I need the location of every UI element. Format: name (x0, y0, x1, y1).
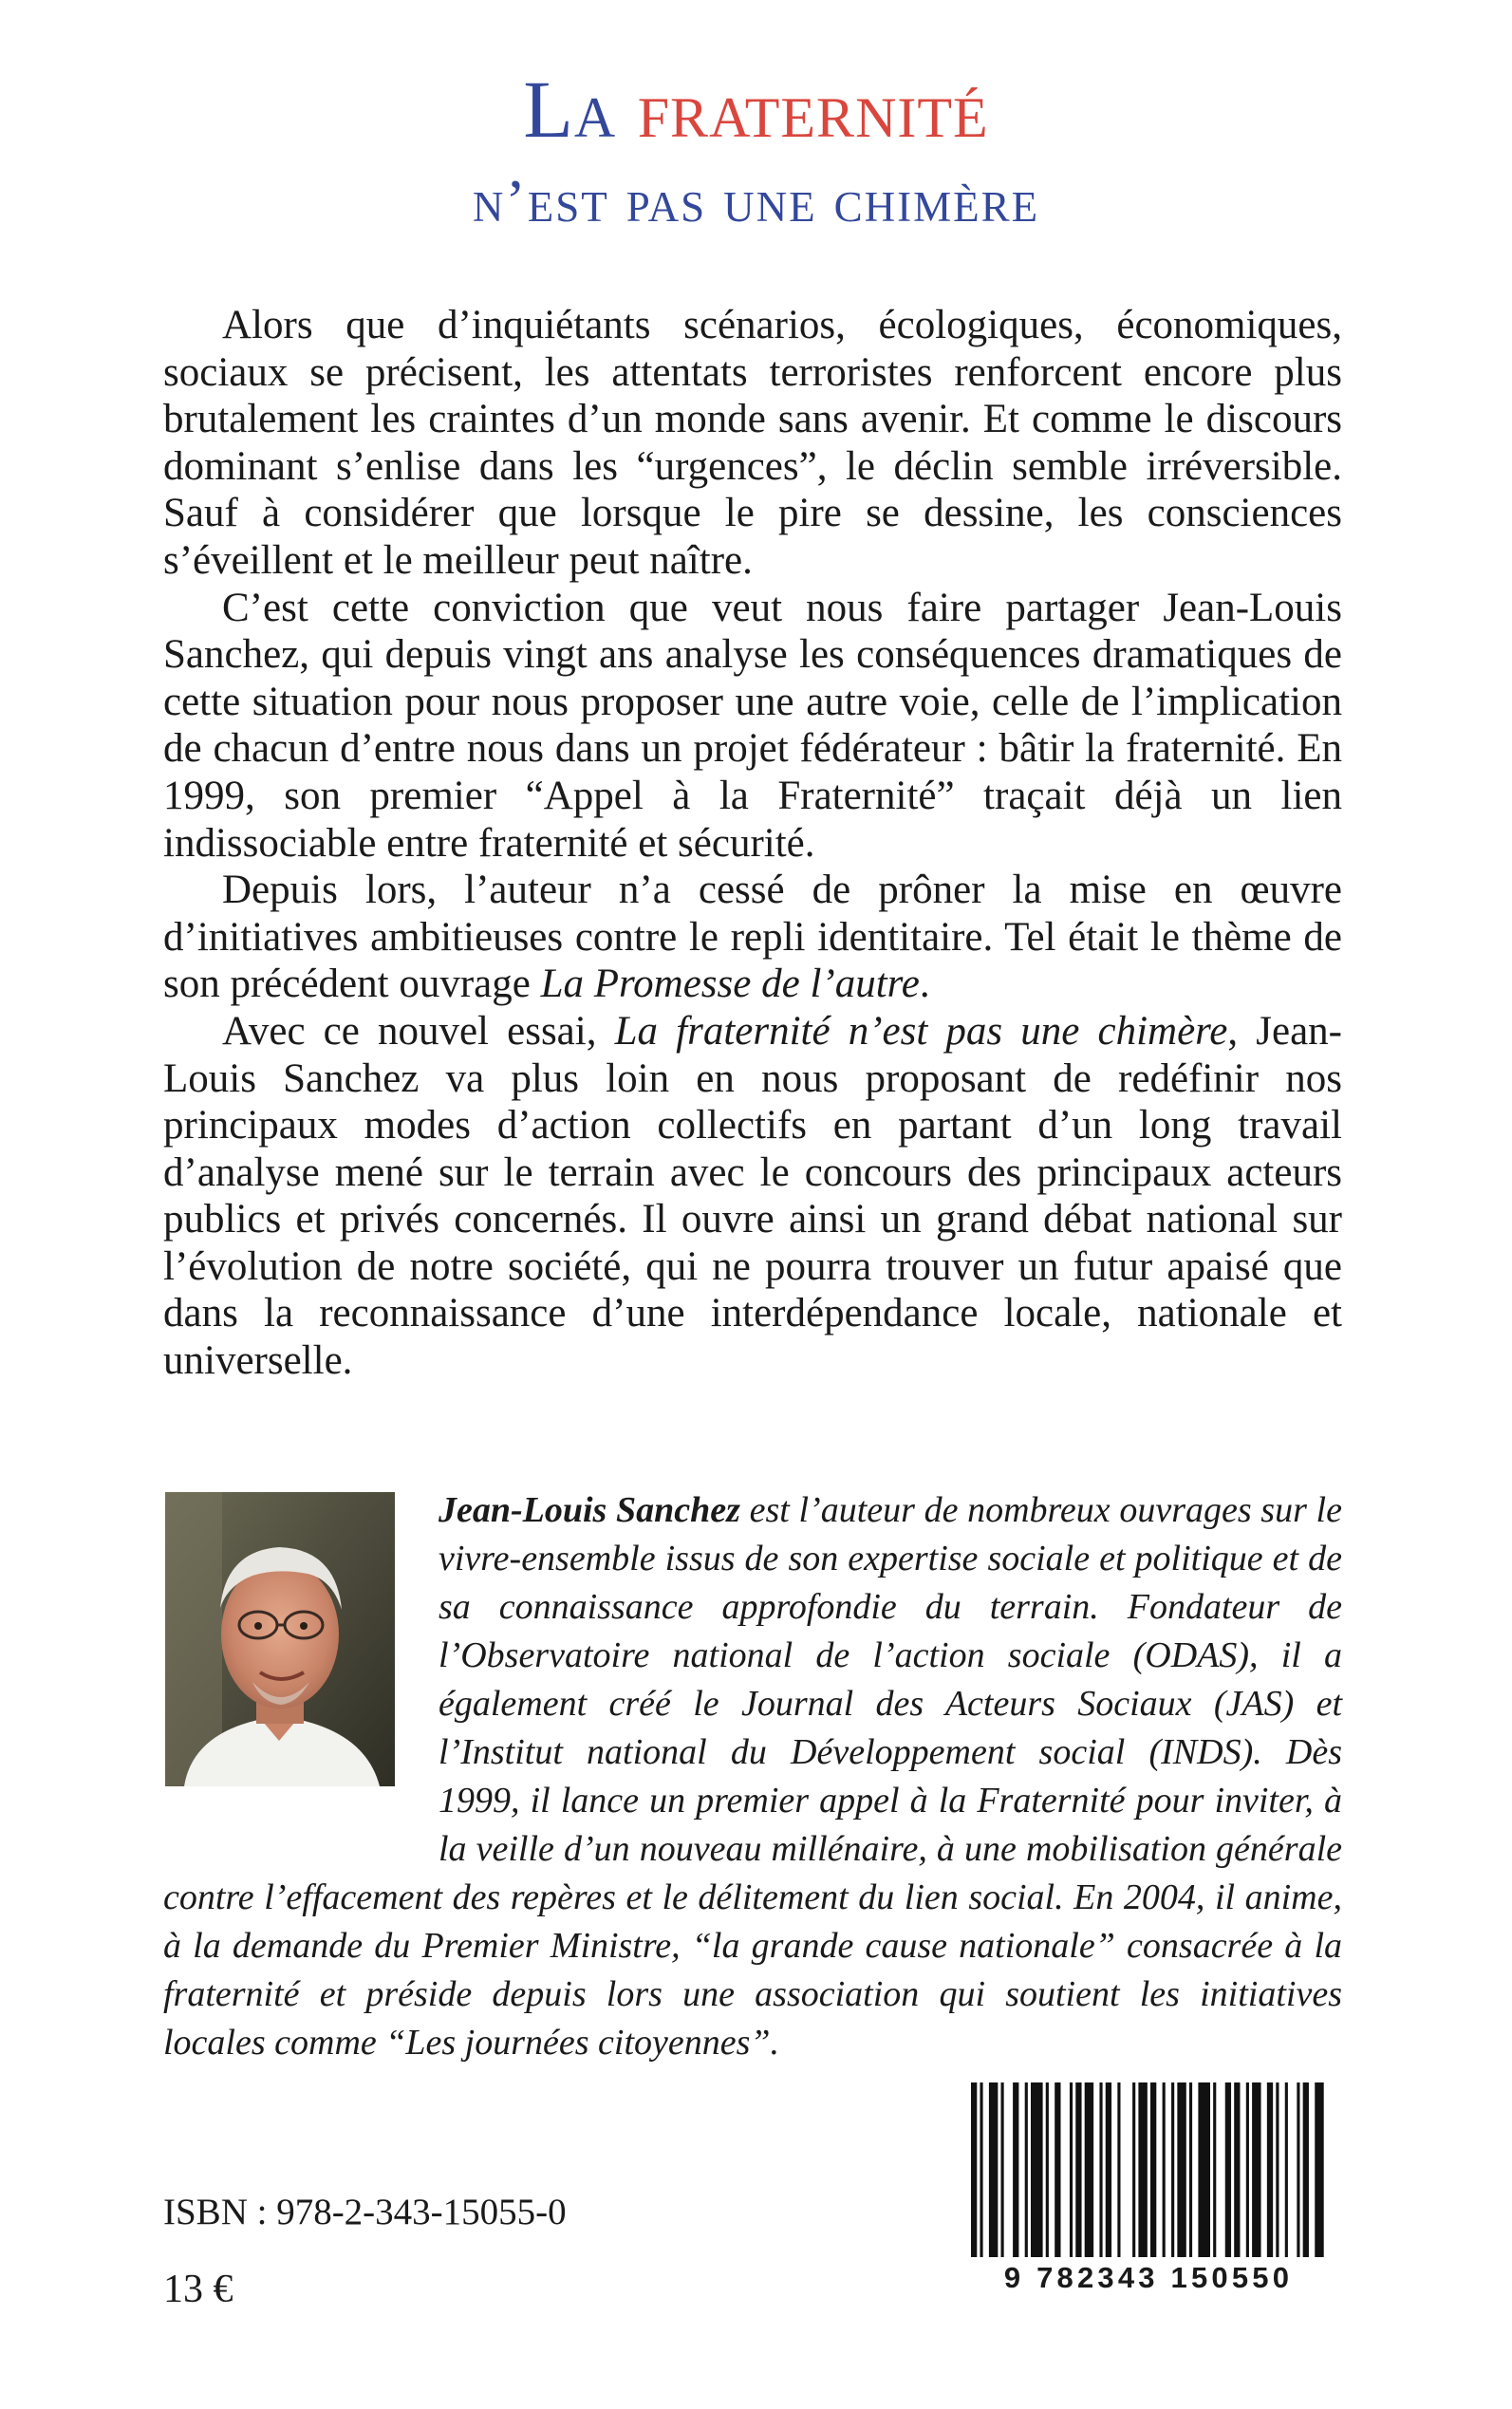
barcode-bar (1213, 2082, 1216, 2257)
barcode-bar (980, 2082, 982, 2257)
barcode-bar (1085, 2082, 1093, 2257)
barcode-bar (1001, 2082, 1004, 2257)
blurb-paragraph-3 (163, 867, 1342, 1008)
author-bio (163, 1486, 1342, 2067)
barcode-bar (1150, 2082, 1156, 2257)
price: 13 € (163, 2268, 233, 2311)
barcode-bar (1075, 2082, 1081, 2257)
blurb-paragraph-1: Alors que d’inquiétants scénarios, écologiques, économiques, sociaux se précisent, les attentats terroristes renforcent encore plus brutalement les craintes d’un monde sans avenir. Et comme le discours dominant s’enlise dans les “urgences”, le déclin semble irréversible. Sauf à considérer que lorsque le pire se dessine, les consciences s’éveillent et le meilleur peut naître. (163, 303, 1342, 583)
barcode-bar (1013, 2082, 1018, 2257)
author-name: Jean-Louis Sanchez (439, 1490, 740, 1530)
blurb-p3-text: Depuis lors, l’auteur n’a cessé de prôner la mise en œuvre d’initiatives ambitieuses contre le repli identitaire. Tel était le thème de son précédent ouvrage (163, 868, 1342, 1007)
barcode-bar (1163, 2082, 1166, 2257)
previous-book-title: La Promesse de l’autre (540, 962, 920, 1007)
title-line-2: n’est pas une chimère (472, 167, 1040, 234)
barcode-bar (1055, 2082, 1060, 2257)
photo-spacer (163, 1486, 439, 1830)
barcode-bar (1225, 2082, 1231, 2257)
blurb-p3-end: . (919, 962, 930, 1007)
barcode-bar (1070, 2082, 1073, 2257)
barcode-bar (1025, 2082, 1028, 2257)
barcode-bar (1099, 2082, 1102, 2257)
barcode-bar (1285, 2082, 1288, 2257)
barcode-bar (1132, 2082, 1135, 2257)
blurb-paragraph-2: C’est cette conviction que veut nous faire partager Jean-Louis Sanchez, qui depuis vingt ans analyse les conséquences dramatiques de cette situation pour nous proposer une autre voie, celle de l’implication de chacun d’entre nous dans un projet fédérateur : bâtir la fraternité. En 1999, son premier “Appel à la Fraternité” traçait déjà un lien indissociable entre fraternité et sécurité. (163, 585, 1342, 866)
barcode-bars (963, 2077, 1334, 2261)
barcode-bar (1031, 2082, 1043, 2257)
barcode-bar (1198, 2082, 1210, 2257)
blurb-p4-text: , Jean-Louis Sanchez va plus loin en nous proposant de redéfinir nos principaux modes d’action collectifs en partant d’un long travail d’analyse mené sur le terrain avec le concours des principaux acteurs publics et privés concernés. Il ouvre ainsi un grand débat national sur l’évolution de notre société, qui ne pourra trouver un futur apaisé que dans la reconnaissance d’une interdépendance locale, nationale et universelle. (163, 1008, 1342, 1384)
title-word-fraternite: fraternité (637, 64, 989, 155)
title-line-1 (0, 64, 1512, 155)
barcode-bar (1106, 2082, 1111, 2257)
barcode (963, 2077, 1334, 2305)
isbn: ISBN : 978-2-343-15055-0 (163, 2192, 567, 2232)
title-word-la: La (523, 64, 617, 155)
barcode-bar (1117, 2082, 1120, 2257)
barcode-bar (1315, 2082, 1323, 2257)
book-title (0, 64, 1512, 234)
author-bio-text: est l’auteur de nombreux ouvrages sur le vivre-ensemble issus de son expertise sociale et politique et de sa connaissance approfondie du terrain. Fondateur de l’Observatoire national de l’action sociale (ODAS), il a également créé le Journal des Acteurs Sociaux (JAS) et l’Institut national du Développement social (INDS). Dès 1999, il lance un premier appel à la Fraternité pour inviter, à la veille d’un nouveau millénaire, à une mobilisation générale contre l’effacement des repères et le délitement du lien social. En 2004, il anime, à la demande du Premier Ministre, “la grande cause nationale” consacrée à la fraternité et préside depuis lors une association qui soutient les initiatives locales comme “Les journées citoyennes”. (163, 1490, 1342, 2063)
book-title-inline: La fraternité n’est pas une chimère (614, 1008, 1228, 1054)
blurb (163, 302, 1342, 1385)
barcode-bar (989, 2082, 998, 2257)
barcode-digits: 9 782343 150550 (1003, 2261, 1294, 2294)
barcode-bar (1252, 2082, 1260, 2257)
barcode-bar (1177, 2082, 1185, 2257)
barcode-bar (1246, 2082, 1249, 2257)
barcode-bar (1234, 2082, 1240, 2257)
barcode-bar (1267, 2082, 1273, 2257)
barcode-bar (1189, 2082, 1192, 2257)
blurb-paragraph-4 (163, 1008, 1342, 1385)
barcode-bar (1171, 2082, 1174, 2257)
barcode-bar (1276, 2082, 1279, 2257)
barcode-bar (1046, 2082, 1049, 2257)
barcode-bar (1303, 2082, 1309, 2257)
barcode-bar (1297, 2082, 1299, 2257)
barcode-bar (971, 2082, 977, 2257)
barcode-bar (1138, 2082, 1147, 2257)
blurb-p4-start: Avec ce nouvel essai, (222, 1008, 615, 1054)
